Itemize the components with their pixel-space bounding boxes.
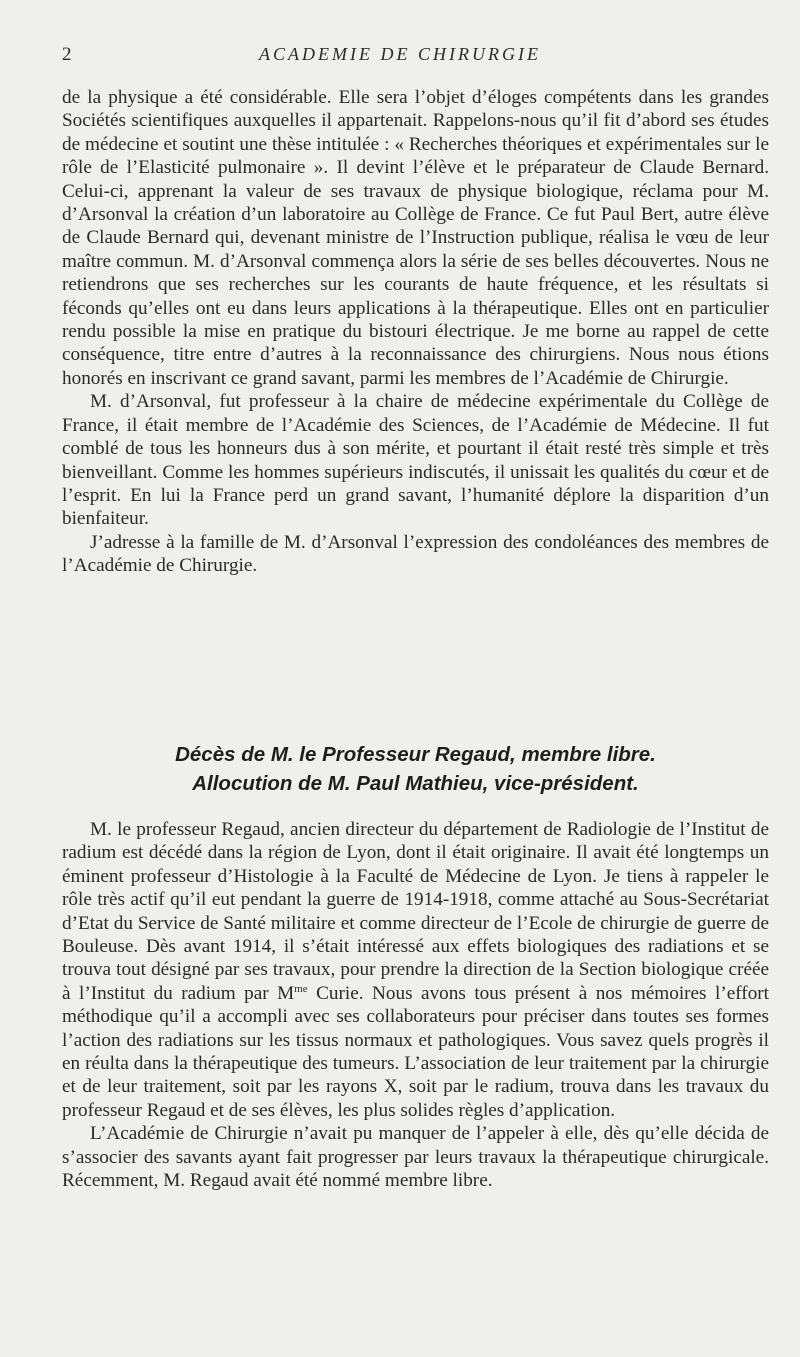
section-heading	[62, 740, 769, 798]
paragraph-1: de la physique a été considérable. Elle sera l’objet d’éloges compétents dans les grandes Sociétés scientifiques auxquelles il appartenait. Rappelons-nous qu’il fit d’abord ses études de médecine et soutint une thèse intitulée : « Recherches théoriques et expérimentales sur le rôle de l’Elasticité pulmonaire ». Il devint l’élève et le préparateur de Claude Bernard. Celui-ci, apprenant la valeur de ses travaux de physique biologique, réclama pour M. d’Arsonval la création d’un laboratoire au Collège de France. Ce fut Paul Bert, autre élève de Claude Bernard qui, devenant ministre de l’Instruction publique, réalisa le vœu de leur maître commun. M. d’Arsonval commença alors la série de ses belles découvertes. Nous ne retiendrons que ses recherches sur les courants de haute fréquence, et les résultats si féconds qu’elles ont eu dans leurs applications à la thérapeutique. Elles ont en particulier rendu possible la mise en pratique du bistouri électrique. Je me borne au rappel de cette conséquence, titre entre d’autres à la reconnaissance des chirurgiens. Nous nous étions honorés en inscrivant ce grand savant, parmi les membres de l’Académie de Chirurgie.	[62, 87, 769, 389]
paragraph-4-text-b: Curie. Nous avons tous présent à nos mémoires l’effort méthodique qu’il a accompli avec ses collaborateurs pour préciser dans toutes ses formes l’action des radiations sur les tissus normaux et pathologiques. Vous savez quels progrès il en réulta dans la thérapeutique des tumeurs. L’association de leur traitement par la chirurgie et de leur traitement, soit par les rayons X, soit par le radium, trouva dans les travaux du professeur Regaud et de ses élèves, les plus solides règles d’application.	[62, 982, 770, 1121]
page-header	[62, 44, 738, 68]
paragraph-3: J’adresse à la famille de M. d’Arsonval l’expression des condoléances des membres de l’Académie de Chirurgie.	[62, 531, 769, 577]
arsonval-eulogy-section	[62, 86, 769, 578]
page-number: 2	[62, 44, 72, 65]
running-title: ACADEMIE DE CHIRURGIE	[259, 44, 541, 64]
paragraph-4	[62, 818, 769, 1122]
paragraph-4-text-a: M. le professeur Regaud, ancien directeur du département de Radiologie de l’Institut de radium est décédé dans la région de Lyon, dont il était originaire. Il avait été longtemps un éminent professeur d’Histologie à la Faculté de Médecine de Lyon. Je tiens à rappeler le rôle très actif qu’il eut pendant la guerre de 1914-1918, comme attaché au Sous-Secrétariat d’Etat du Service de Santé militaire et comme directeur de l’Ecole de chirurgie de guerre de Bouleuse. Dès avant 1914, il s’était intéressé aux effets biologiques des radiations et se trouva tout désigné par ses travaux, pour prendre la direction de la Section biologique créée à l’Institut du radium par M	[62, 819, 769, 1004]
paragraph-5: L’Académie de Chirurgie n’avait pu manquer de l’appeler à elle, dès qu’elle décida de s’associer des savants ayant fait progresser par leurs travaux la thérapeutique chirurgicale. Récemment, M. Regaud avait été nommé membre libre.	[62, 1123, 769, 1192]
superscript-me: me	[294, 982, 308, 995]
section-title-line-2: Allocution de M. Paul Mathieu, vice-président.	[192, 772, 639, 795]
paragraph-2: M. d’Arsonval, fut professeur à la chaire de médecine expérimentale du Collège de France, il était membre de l’Académie des Sciences, de l’Académie de Médecine. Il fut comblé de tous les honneurs dus à son mérite, et pourtant il était resté très simple et très bienveillant. Comme les hommes supérieurs indiscutés, il unissait les qualités du cœur et de l’esprit. En lui la France perd un grand savant, l’humanité déplore la disparition d’un bienfaiteur.	[62, 391, 769, 530]
section-title-line-1: Décès de M. le Professeur Regaud, membre libre.	[175, 743, 656, 766]
regaud-eulogy-section	[62, 818, 769, 1193]
